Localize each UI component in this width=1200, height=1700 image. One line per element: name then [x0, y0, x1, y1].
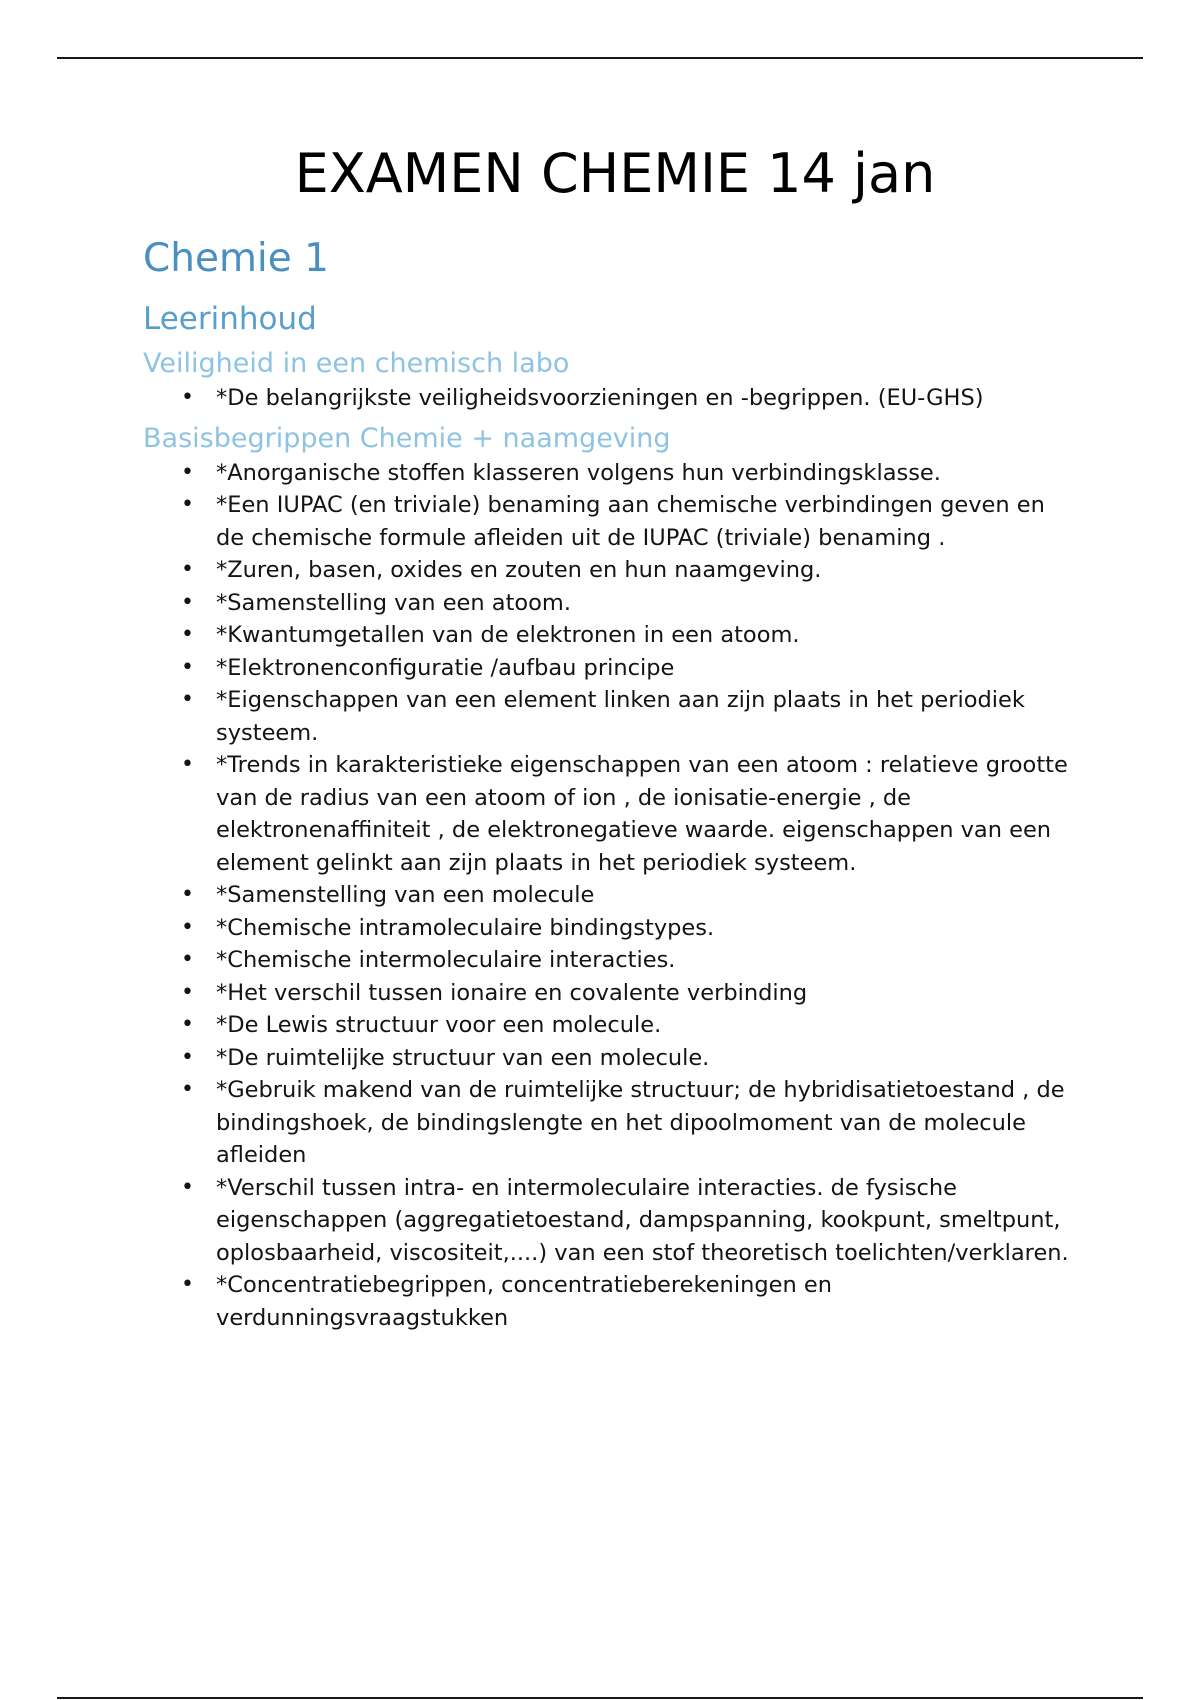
bullet-icon: • — [181, 979, 194, 1005]
list-item-text: *De belangrijkste veiligheidsvoorzieningen en -begrippen. (EU-GHS) — [216, 385, 984, 411]
list-item-text: *Anorganische stoffen klasseren volgens hun verbindingsklasse. — [216, 459, 941, 486]
bullet-icon: • — [181, 492, 194, 517]
list-item — [143, 1009, 1073, 1042]
footer-rule — [57, 1697, 1143, 1699]
list-item-text: *Trends in karakteristieke eigenschappen van een atoom : relatieve grootte van de radius van een atoom of ion , de ionisatie-energie , de elektronenaffiniteit , de elektronegatieve waarde. eigenschappen van een element gelinkt aan zijn plaats in het periodiek systeem. — [216, 752, 1068, 876]
list-item — [143, 489, 1073, 554]
section-heading: Basisbegrippen Chemie + naamgeving — [143, 422, 671, 454]
list-item — [143, 749, 1073, 879]
list-item — [143, 652, 1073, 685]
bullet-icon: • — [181, 654, 194, 680]
bullet-icon: • — [181, 882, 194, 907]
list-item — [143, 944, 1073, 977]
bullet-icon: • — [181, 687, 194, 712]
list-item-text: *Het verschil tussen ionaire en covalente verbinding — [216, 979, 808, 1006]
bullet-icon: • — [181, 622, 194, 647]
list-item-text: *Zuren, basen, oxides en zouten en hun naamgeving. — [216, 557, 822, 583]
heading-leerinhoud: Leerinhoud — [143, 301, 317, 337]
list-item-text: *De Lewis structuur voor een molecule. — [216, 1012, 662, 1038]
list-item — [143, 1172, 1073, 1270]
bullet-icon: • — [181, 385, 194, 410]
list-item — [143, 587, 1073, 620]
list-item — [143, 684, 1073, 749]
bullet-list — [143, 457, 1073, 1335]
bullet-icon: • — [181, 1012, 194, 1037]
list-item — [143, 879, 1073, 912]
bullet-icon: • — [181, 459, 194, 485]
list-item-text: *Concentratiebegrippen, concentratieberekeningen en verdunningsvraagstukken — [216, 1272, 832, 1331]
list-item — [143, 1074, 1073, 1172]
document-title: EXAMEN CHEMIE 14 jan — [294, 142, 936, 205]
list-item-text: *Verschil tussen intra- en intermoleculaire interacties. de fysische eigenschappen (aggregatietoestand, dampspanning, kookpunt, smeltpunt, oplosbaarheid, viscositeit,....) van een stof theoretisch toelichten/verklaren. — [216, 1174, 1069, 1266]
list-item — [143, 554, 1073, 587]
list-item-text: *Gebruik makend van de ruimtelijke structuur; de hybridisatietoestand , de bindingshoek, de bindingslengte en het dipoolmoment van de molecule afleiden — [216, 1077, 1065, 1168]
list-item — [143, 619, 1073, 652]
list-item — [143, 457, 1073, 490]
sections-container — [143, 346, 1073, 1334]
list-item — [143, 912, 1073, 945]
list-item — [143, 1042, 1073, 1075]
bullet-icon: • — [181, 947, 194, 972]
list-item-text: *Samenstelling van een molecule — [216, 882, 595, 908]
list-item-text: *Eigenschappen van een element linken aan zijn plaats in het periodiek systeem. — [216, 687, 1025, 746]
document-body — [143, 138, 1073, 1334]
bullet-icon: • — [181, 752, 194, 777]
bullet-icon: • — [181, 589, 194, 615]
list-item — [143, 382, 1073, 415]
list-item-text: *Chemische intermoleculaire interacties. — [216, 947, 676, 973]
bullet-icon: • — [181, 1174, 194, 1200]
list-item-text: *Samenstelling van een atoom. — [216, 589, 572, 616]
bullet-icon: • — [181, 1044, 194, 1070]
bullet-icon: • — [181, 557, 194, 582]
list-item-text: *Een IUPAC (en triviale) benaming aan chemische verbindingen geven en de chemische formule afleiden uit de IUPAC (triviale) benaming . — [216, 492, 1045, 551]
bullet-icon: • — [181, 1077, 194, 1102]
section-heading: Veiligheid in een chemisch labo — [143, 348, 570, 379]
bullet-icon: • — [181, 914, 194, 940]
heading-chemie-1: Chemie 1 — [143, 236, 329, 281]
list-item-text: *Kwantumgetallen van de elektronen in een atoom. — [216, 622, 800, 648]
list-item-text: *Elektronenconfiguratie /aufbau principe — [216, 654, 675, 681]
bullet-icon: • — [181, 1272, 194, 1297]
list-item-text: *Chemische intramoleculaire bindingstypes. — [216, 914, 715, 941]
list-item — [143, 1269, 1073, 1334]
list-item-text: *De ruimtelijke structuur van een molecule. — [216, 1044, 710, 1071]
header-rule — [57, 57, 1143, 59]
list-item — [143, 977, 1073, 1010]
bullet-list — [143, 382, 1073, 415]
